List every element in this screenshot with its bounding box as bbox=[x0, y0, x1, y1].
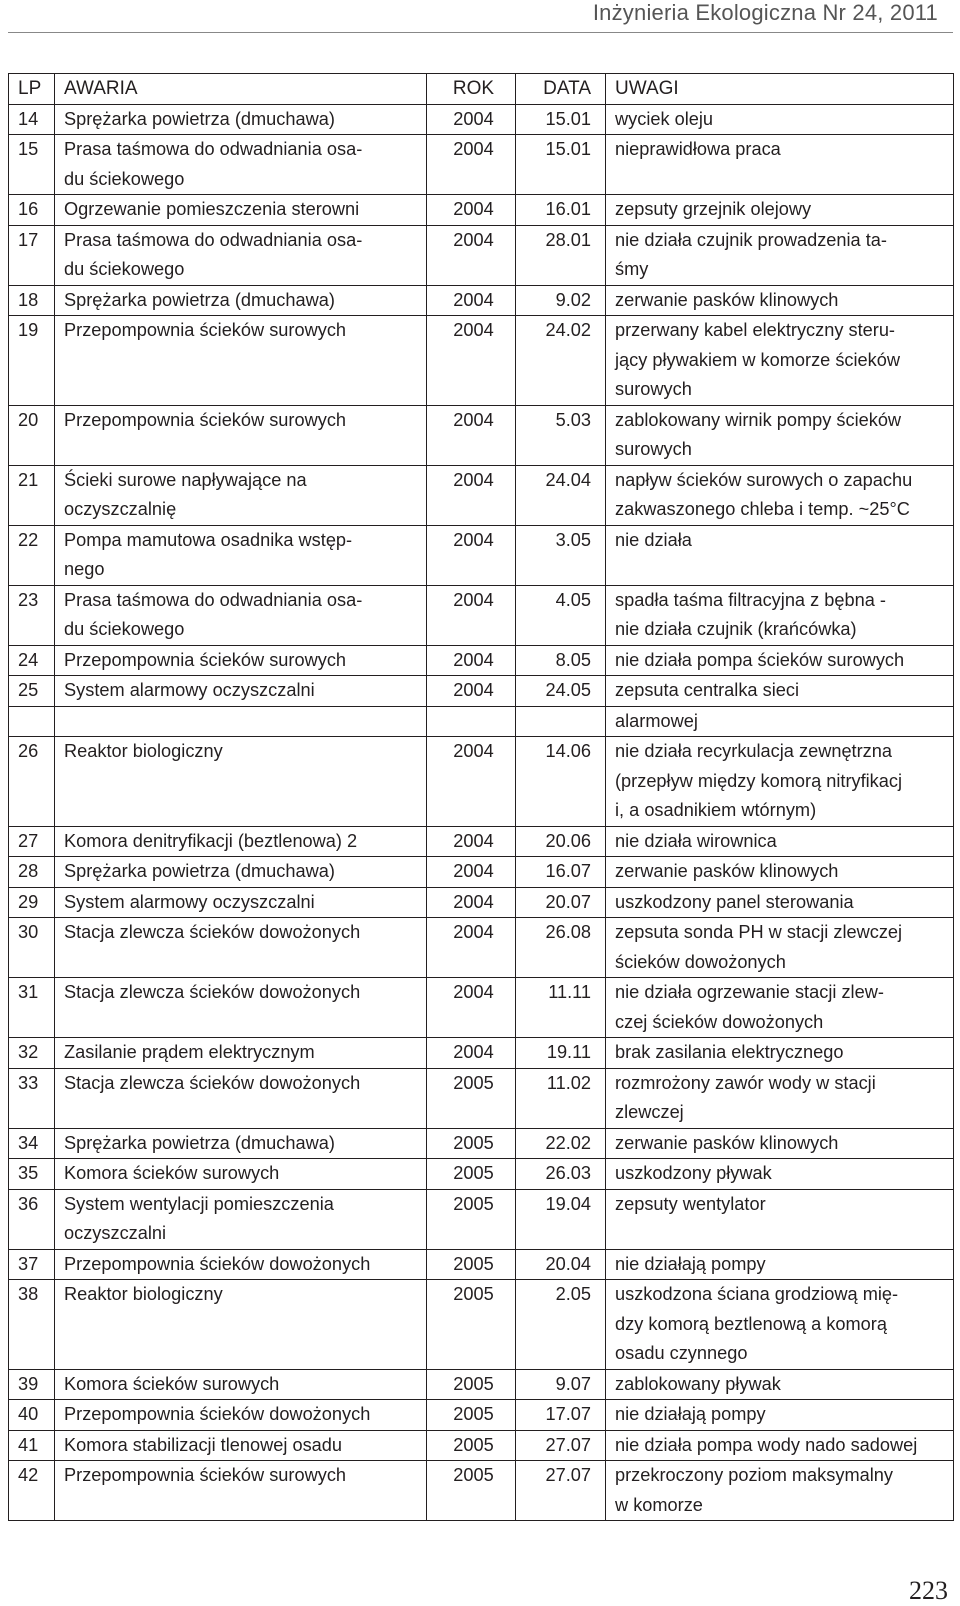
cell-data: 26.03 bbox=[516, 1159, 606, 1190]
page-number: 223 bbox=[909, 1576, 948, 1605]
cell-rok: 2004 bbox=[427, 405, 516, 465]
cell-awaria: Komora stabilizacji tlenowej osadu bbox=[55, 1430, 427, 1461]
cell-lp: 27 bbox=[9, 826, 55, 857]
cell-awaria: Przepompownia ścieków dowożonych bbox=[55, 1249, 427, 1280]
cell-uwagi: nie działa czujnik prowadzenia ta- śmy bbox=[606, 225, 954, 285]
cell-uwagi: uszkodzony pływak bbox=[606, 1159, 954, 1190]
col-rok-header: ROK bbox=[427, 74, 516, 105]
cell-uwagi: spadła taśma filtracyjna z bębna - nie działa czujnik (krańcówka) bbox=[606, 585, 954, 645]
cell-lp bbox=[9, 706, 55, 737]
cell-awaria: Komora ścieków surowych bbox=[55, 1159, 427, 1190]
cell-data: 17.07 bbox=[516, 1400, 606, 1431]
cell-awaria: Sprężarka powietrza (dmuchawa) bbox=[55, 285, 427, 316]
cell-lp: 28 bbox=[9, 857, 55, 888]
cell-awaria: Przepompownia ścieków surowych bbox=[55, 316, 427, 406]
cell-data: 14.06 bbox=[516, 737, 606, 827]
cell-rok: 2005 bbox=[427, 1369, 516, 1400]
cell-lp: 24 bbox=[9, 645, 55, 676]
cell-lp: 40 bbox=[9, 1400, 55, 1431]
cell-awaria: Ogrzewanie pomieszczenia sterowni bbox=[55, 195, 427, 226]
cell-rok: 2004 bbox=[427, 1038, 516, 1069]
cell-rok: 2004 bbox=[427, 195, 516, 226]
table-row bbox=[9, 1068, 954, 1128]
cell-uwagi: nie działa ogrzewanie stacji zlew- czej ścieków dowożonych bbox=[606, 978, 954, 1038]
table-row bbox=[9, 706, 954, 737]
failures-table bbox=[8, 73, 954, 1521]
col-awaria-header: AWARIA bbox=[55, 74, 427, 105]
cell-lp: 33 bbox=[9, 1068, 55, 1128]
cell-rok: 2004 bbox=[427, 585, 516, 645]
cell-rok: 2004 bbox=[427, 525, 516, 585]
cell-rok bbox=[427, 706, 516, 737]
cell-lp: 17 bbox=[9, 225, 55, 285]
cell-uwagi: nie działa bbox=[606, 525, 954, 585]
cell-lp: 31 bbox=[9, 978, 55, 1038]
table-body bbox=[9, 104, 954, 1521]
cell-uwagi: brak zasilania elektrycznego bbox=[606, 1038, 954, 1069]
table-row bbox=[9, 104, 954, 135]
cell-lp: 25 bbox=[9, 676, 55, 707]
table-row bbox=[9, 1280, 954, 1370]
table-row bbox=[9, 1369, 954, 1400]
table-row bbox=[9, 826, 954, 857]
cell-lp: 20 bbox=[9, 405, 55, 465]
cell-uwagi: wyciek oleju bbox=[606, 104, 954, 135]
cell-data: 27.07 bbox=[516, 1430, 606, 1461]
col-data-header: DATA bbox=[516, 74, 606, 105]
cell-uwagi: zablokowany wirnik pompy ścieków surowych bbox=[606, 405, 954, 465]
cell-rok: 2005 bbox=[427, 1159, 516, 1190]
cell-uwagi: alarmowej bbox=[606, 706, 954, 737]
cell-awaria: Przepompownia ścieków surowych bbox=[55, 405, 427, 465]
cell-awaria: System alarmowy oczyszczalni bbox=[55, 887, 427, 918]
cell-uwagi: nie działają pompy bbox=[606, 1400, 954, 1431]
cell-awaria: Stacja zlewcza ścieków dowożonych bbox=[55, 1068, 427, 1128]
cell-data: 15.01 bbox=[516, 104, 606, 135]
cell-awaria: Reaktor biologiczny bbox=[55, 1280, 427, 1370]
cell-data: 20.07 bbox=[516, 887, 606, 918]
cell-lp: 23 bbox=[9, 585, 55, 645]
cell-lp: 26 bbox=[9, 737, 55, 827]
cell-data: 28.01 bbox=[516, 225, 606, 285]
cell-uwagi: zablokowany pływak bbox=[606, 1369, 954, 1400]
cell-uwagi: nie działają pompy bbox=[606, 1249, 954, 1280]
table-row bbox=[9, 645, 954, 676]
cell-data: 19.04 bbox=[516, 1189, 606, 1249]
cell-data: 16.07 bbox=[516, 857, 606, 888]
cell-rok: 2005 bbox=[427, 1280, 516, 1370]
cell-awaria: Reaktor biologiczny bbox=[55, 737, 427, 827]
cell-lp: 38 bbox=[9, 1280, 55, 1370]
cell-awaria: Ścieki surowe napływające na oczyszczalnię bbox=[55, 465, 427, 525]
cell-data: 20.06 bbox=[516, 826, 606, 857]
cell-rok: 2004 bbox=[427, 316, 516, 406]
cell-rok: 2004 bbox=[427, 857, 516, 888]
cell-lp: 22 bbox=[9, 525, 55, 585]
cell-awaria: Komora denitryfikacji (beztlenowa) 2 bbox=[55, 826, 427, 857]
cell-awaria: Prasa taśmowa do odwadniania osa- du ściekowego bbox=[55, 135, 427, 195]
table-row bbox=[9, 978, 954, 1038]
col-lp-header: LP bbox=[9, 74, 55, 105]
cell-data: 15.01 bbox=[516, 135, 606, 195]
cell-rok: 2004 bbox=[427, 826, 516, 857]
cell-lp: 42 bbox=[9, 1461, 55, 1521]
table-row bbox=[9, 857, 954, 888]
cell-data: 24.02 bbox=[516, 316, 606, 406]
cell-uwagi: napływ ścieków surowych o zapachu zakwaszonego chleba i temp. ~25°C bbox=[606, 465, 954, 525]
cell-data: 26.08 bbox=[516, 918, 606, 978]
cell-lp: 34 bbox=[9, 1128, 55, 1159]
cell-rok: 2005 bbox=[427, 1461, 516, 1521]
cell-lp: 39 bbox=[9, 1369, 55, 1400]
cell-awaria: Przepompownia ścieków surowych bbox=[55, 1461, 427, 1521]
cell-uwagi: nieprawidłowa praca bbox=[606, 135, 954, 195]
cell-data: 16.01 bbox=[516, 195, 606, 226]
cell-uwagi: uszkodzony panel sterowania bbox=[606, 887, 954, 918]
cell-rok: 2004 bbox=[427, 737, 516, 827]
cell-awaria: Przepompownia ścieków dowożonych bbox=[55, 1400, 427, 1431]
cell-data: 20.04 bbox=[516, 1249, 606, 1280]
cell-awaria: Komora ścieków surowych bbox=[55, 1369, 427, 1400]
cell-lp: 37 bbox=[9, 1249, 55, 1280]
cell-lp: 35 bbox=[9, 1159, 55, 1190]
cell-data: 4.05 bbox=[516, 585, 606, 645]
cell-uwagi: przerwany kabel elektryczny steru- jący pływakiem w komorze ścieków surowych bbox=[606, 316, 954, 406]
table-row bbox=[9, 285, 954, 316]
cell-rok: 2004 bbox=[427, 676, 516, 707]
cell-awaria: Stacja zlewcza ścieków dowożonych bbox=[55, 978, 427, 1038]
cell-data: 19.11 bbox=[516, 1038, 606, 1069]
cell-awaria: Prasa taśmowa do odwadniania osa- du ściekowego bbox=[55, 225, 427, 285]
cell-uwagi: nie działa recyrkulacja zewnętrzna (przepływ między komorą nitryfikacj i, a osadnikiem wtórnym) bbox=[606, 737, 954, 827]
table-row bbox=[9, 737, 954, 827]
cell-rok: 2004 bbox=[427, 978, 516, 1038]
cell-data: 3.05 bbox=[516, 525, 606, 585]
cell-data: 22.02 bbox=[516, 1128, 606, 1159]
cell-data: 11.11 bbox=[516, 978, 606, 1038]
cell-rok: 2004 bbox=[427, 104, 516, 135]
cell-rok: 2005 bbox=[427, 1430, 516, 1461]
table-row bbox=[9, 405, 954, 465]
cell-rok: 2005 bbox=[427, 1189, 516, 1249]
running-head: Inżynieria Ekologiczna Nr 24, 2011 bbox=[592, 0, 938, 25]
cell-data bbox=[516, 706, 606, 737]
col-uwagi-header: UWAGI bbox=[606, 74, 954, 105]
cell-data: 24.05 bbox=[516, 676, 606, 707]
header-rule bbox=[8, 32, 953, 33]
cell-uwagi: nie działa pompa wody nado sadowej bbox=[606, 1430, 954, 1461]
cell-rok: 2004 bbox=[427, 918, 516, 978]
cell-lp: 32 bbox=[9, 1038, 55, 1069]
cell-uwagi: nie działa wirownica bbox=[606, 826, 954, 857]
cell-lp: 19 bbox=[9, 316, 55, 406]
cell-awaria: Sprężarka powietrza (dmuchawa) bbox=[55, 857, 427, 888]
table-row bbox=[9, 1128, 954, 1159]
cell-rok: 2004 bbox=[427, 225, 516, 285]
cell-data: 2.05 bbox=[516, 1280, 606, 1370]
cell-data: 11.02 bbox=[516, 1068, 606, 1128]
cell-awaria: Sprężarka powietrza (dmuchawa) bbox=[55, 1128, 427, 1159]
cell-awaria: System wentylacji pomieszczenia oczyszczalni bbox=[55, 1189, 427, 1249]
table-row bbox=[9, 676, 954, 707]
cell-lp: 15 bbox=[9, 135, 55, 195]
cell-uwagi: zerwanie pasków klinowych bbox=[606, 1128, 954, 1159]
cell-data: 5.03 bbox=[516, 405, 606, 465]
table-row bbox=[9, 465, 954, 525]
cell-awaria: System alarmowy oczyszczalni bbox=[55, 676, 427, 707]
cell-awaria: Pompa mamutowa osadnika wstęp- nego bbox=[55, 525, 427, 585]
cell-rok: 2004 bbox=[427, 887, 516, 918]
cell-lp: 21 bbox=[9, 465, 55, 525]
cell-awaria: Przepompownia ścieków surowych bbox=[55, 645, 427, 676]
table-row bbox=[9, 316, 954, 406]
table-row bbox=[9, 1159, 954, 1190]
table-header-row bbox=[9, 74, 954, 105]
table-row bbox=[9, 195, 954, 226]
cell-lp: 30 bbox=[9, 918, 55, 978]
cell-rok: 2005 bbox=[427, 1249, 516, 1280]
cell-lp: 36 bbox=[9, 1189, 55, 1249]
cell-awaria bbox=[55, 706, 427, 737]
cell-uwagi: zerwanie pasków klinowych bbox=[606, 857, 954, 888]
table-row bbox=[9, 1249, 954, 1280]
table-row bbox=[9, 135, 954, 195]
cell-lp: 29 bbox=[9, 887, 55, 918]
table-row bbox=[9, 225, 954, 285]
cell-data: 8.05 bbox=[516, 645, 606, 676]
cell-uwagi: przekroczony poziom maksymalny w komorze bbox=[606, 1461, 954, 1521]
table-row bbox=[9, 585, 954, 645]
table-row bbox=[9, 1189, 954, 1249]
cell-rok: 2004 bbox=[427, 135, 516, 195]
cell-uwagi: zepsuty wentylator bbox=[606, 1189, 954, 1249]
cell-awaria: Zasilanie prądem elektrycznym bbox=[55, 1038, 427, 1069]
cell-lp: 18 bbox=[9, 285, 55, 316]
cell-uwagi: uszkodzona ściana grodziową mię- dzy komorą beztlenową a komorą osadu czynnego bbox=[606, 1280, 954, 1370]
cell-uwagi: zepsuta centralka sieci bbox=[606, 676, 954, 707]
cell-awaria: Stacja zlewcza ścieków dowożonych bbox=[55, 918, 427, 978]
cell-uwagi: rozmrożony zawór wody w stacji zlewczej bbox=[606, 1068, 954, 1128]
table-row bbox=[9, 918, 954, 978]
cell-awaria: Sprężarka powietrza (dmuchawa) bbox=[55, 104, 427, 135]
cell-lp: 14 bbox=[9, 104, 55, 135]
cell-lp: 16 bbox=[9, 195, 55, 226]
table-row bbox=[9, 1400, 954, 1431]
cell-uwagi: zepsuty grzejnik olejowy bbox=[606, 195, 954, 226]
table-row bbox=[9, 887, 954, 918]
cell-rok: 2005 bbox=[427, 1128, 516, 1159]
cell-rok: 2004 bbox=[427, 645, 516, 676]
table-row bbox=[9, 1038, 954, 1069]
table-row bbox=[9, 1430, 954, 1461]
table-row bbox=[9, 1461, 954, 1521]
cell-uwagi: zerwanie pasków klinowych bbox=[606, 285, 954, 316]
table-row bbox=[9, 525, 954, 585]
cell-data: 9.07 bbox=[516, 1369, 606, 1400]
cell-lp: 41 bbox=[9, 1430, 55, 1461]
cell-uwagi: zepsuta sonda PH w stacji zlewczej ścieków dowożonych bbox=[606, 918, 954, 978]
cell-rok: 2005 bbox=[427, 1068, 516, 1128]
cell-rok: 2004 bbox=[427, 285, 516, 316]
cell-rok: 2004 bbox=[427, 465, 516, 525]
cell-data: 24.04 bbox=[516, 465, 606, 525]
cell-awaria: Prasa taśmowa do odwadniania osa- du ściekowego bbox=[55, 585, 427, 645]
cell-data: 9.02 bbox=[516, 285, 606, 316]
cell-rok: 2005 bbox=[427, 1400, 516, 1431]
cell-data: 27.07 bbox=[516, 1461, 606, 1521]
cell-uwagi: nie działa pompa ścieków surowych bbox=[606, 645, 954, 676]
